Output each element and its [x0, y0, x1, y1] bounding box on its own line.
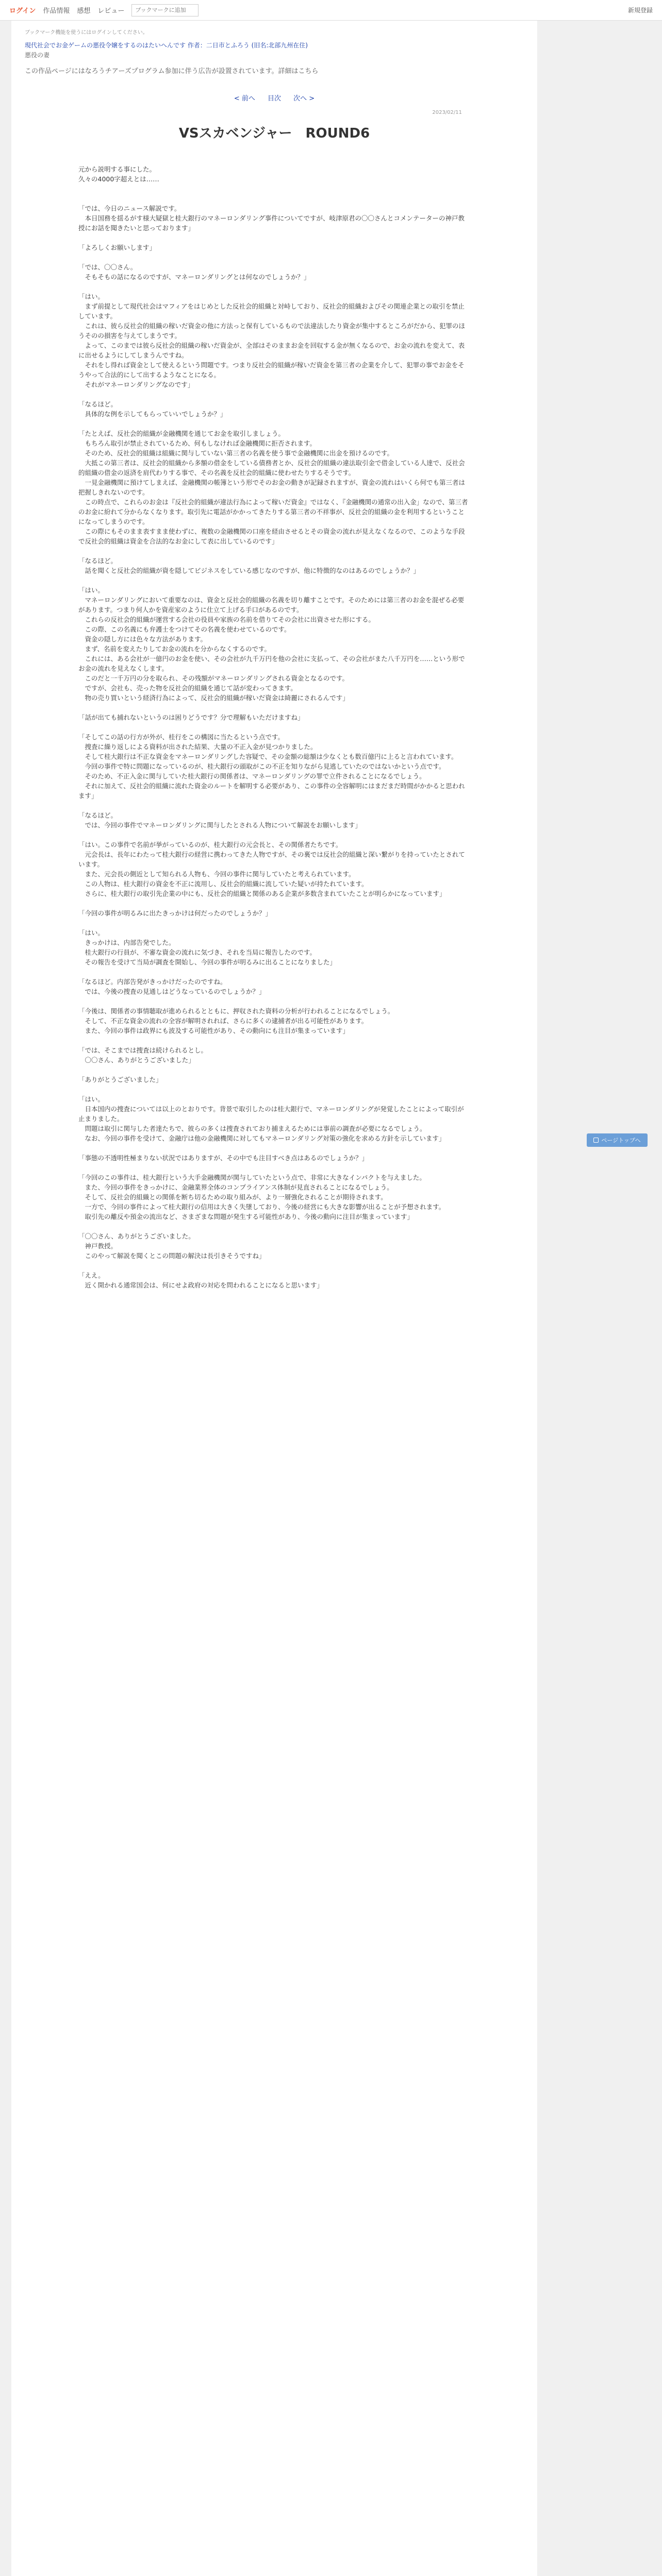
body-paragraph: [78, 830, 470, 840]
body-paragraph: それがマネーロンダリングなのです」: [78, 381, 194, 388]
body-paragraph: 桂大銀行の行員が、不審な資金の流れに気づき、それを当局に報告したのです。: [78, 948, 317, 956]
post-date: 2023/02/11: [432, 110, 462, 115]
body-paragraph: そして桂大銀行は不正な資金をマネーロンダリングした容疑で、その金額の総額は少なくとも数百億円に上ると言われています。: [78, 753, 458, 760]
body-paragraph: 大抵この第三者は、反社会的組織から多額の借金をしている債務者とか、反社会的組織の違法取引金で借金している人達で、反社会的組織の借金の返済を肩代わりする事で、その名義を反社会的組織に使わせたりするそうです。: [78, 459, 465, 477]
body-paragraph: この人物は、桂大銀行の資金を不正に流用し、反社会的組織に流していた疑いが持たれています。: [78, 880, 368, 888]
body-paragraph: 「〇〇さん、ありがとうございました。: [78, 1232, 195, 1240]
body-paragraph: [78, 194, 470, 204]
body-paragraph: 神戸教授。: [78, 1242, 118, 1250]
body-paragraph: 日本国内の捜査については以上のとおりです。背景で取引したのは桂大銀行で、マネーロンダリングが発覚したことによって取引が止まりました。: [78, 1105, 464, 1123]
author-line: 悪役の妻: [25, 52, 50, 59]
body-paragraph: 一見金融機関に預けてしまえば、金融機関の帳簿という形でそのお金の動きが記録されますが、資金の流れはいくら何でも第三者は把握しきれないのです。: [78, 479, 466, 496]
body-paragraph: これらの反社会的組織が運営する会社の役員や家族の名前を借りてその会社に出資させた形にする。: [78, 616, 375, 623]
body-paragraph: そのため、不正入金に関与していた桂大銀行の関係者は、マネーロンダリングの罪で立件されることになるでしょう。: [78, 772, 426, 780]
body-paragraph: また、今回の事件は政界にも波及する可能性があり、その動向にも注目が集まっています」: [78, 1027, 350, 1035]
body-paragraph: [78, 184, 470, 194]
body-paragraph: それに加えて、反社会的組織に流れた資金のルートを解明する必要があり、この事件の全容解明にはまだまだ時間がかかると思われます」: [78, 782, 465, 800]
body-paragraph: そして、反社会的組織との関係を断ち切るための取り組みが、より一層強化されることが期待されます。: [78, 1193, 387, 1201]
body-paragraph: 「事態の不透明性極まりない状況ではありますが、その中でも注目すべき点はあるのでしょうか？」: [78, 1154, 369, 1162]
prev-link[interactable]: < 前へ: [234, 95, 255, 103]
body-paragraph: [78, 389, 470, 399]
body-paragraph: もちろん取引が禁止されているため、何もしなければ金融機関に拒否されます。: [78, 439, 317, 447]
body-paragraph: この際、この名義にも弁護士をつけてその名義を使わせているのです。: [78, 625, 291, 633]
body-paragraph: 「よろしくお願いします」: [78, 244, 156, 251]
nav-review[interactable]: レビュー: [97, 7, 125, 15]
body-paragraph: 「今後は、関係者の事情聴取が進められるとともに、押収された資料の分析が行われることになるでしょう。: [78, 1007, 394, 1015]
body-paragraph: [78, 899, 470, 908]
body-paragraph: [78, 1084, 470, 1094]
body-paragraph: その報告を受けて当局が調査を開始し、今回の事件が明るみに出ることになりました」: [78, 958, 337, 966]
body-paragraph: 「はい。: [78, 1095, 105, 1103]
body-paragraph: [78, 918, 470, 928]
body-paragraph: [78, 996, 470, 1006]
body-paragraph: 「では、今日のニュース解説です。: [78, 205, 181, 212]
new-register-link[interactable]: 新規登録: [627, 7, 653, 14]
body-paragraph: 「はい。この事件で名前が挙がっているのが、桂大銀行の元会長と、その関係者たちです。: [78, 841, 342, 849]
body-paragraph: マネーロンダリングにおいて重要なのは、資金と反社会的組織の名義を切り離すことです。そのためには第三者のお金を混ぜる必要があります。つまり何人かを資産家のように仕立て上げる手口があるのです。: [78, 596, 465, 614]
body-paragraph: [78, 1222, 470, 1231]
body-paragraph: [78, 967, 470, 977]
body-paragraph: 「なるほど。: [78, 811, 118, 819]
body-paragraph: [78, 722, 470, 732]
body-paragraph: この際にもそのまま表すまま使わずに、複数の金融機関の口座を経由させるとその資金の流れが見えなくなるので、このような手段で反社会的組織は資金を合法的なお金にして表に出しているのです」: [78, 528, 465, 545]
body-paragraph: また、今回の事件をきっかけに、金融業界全体のコンプライアンス体制が見直されることになるでしょう。: [78, 1183, 393, 1191]
body-paragraph: 「なるほど。内部告発がきっかけだったのですね。: [78, 978, 227, 986]
body-paragraph: 〇〇さん、ありがとうございました」: [78, 1056, 195, 1064]
body-paragraph: 「はい。: [78, 293, 105, 300]
next-link[interactable]: 次へ >: [293, 95, 315, 103]
body-paragraph: この時点で、これらのお金は『反社会的組織が違法行為によって稼いだ資金』ではなく、『金融機関の通常の出入金」なので、第三者のお金に紛れて分からなくなります。取引先に電話がかかってきたりする第三者の不祥事が、反社会的組織の金を利用するということになってしまうのです。: [78, 498, 468, 526]
body-paragraph: [78, 1163, 470, 1173]
body-paragraph: [78, 1143, 470, 1153]
body-paragraph: [78, 252, 470, 262]
body-paragraph: これは、彼ら反社会的組織の稼いだ資金の他に方法っと保有しているもので法違法したり資金が集中するところがだから、犯罪のほうそのの損害を与えてしまうです。: [78, 322, 466, 340]
arrow-up-icon: [593, 1138, 599, 1143]
body-paragraph: きっかけは、内部告発でした。: [78, 939, 175, 946]
body-paragraph: [78, 801, 470, 810]
body-paragraph: では、今回の事件でマネーロンダリングに関与したとされる人物について解説をお願いします」: [78, 821, 362, 829]
body-paragraph: また、元会長の側近として知られる人物も、今回の事件に関与していたと考えられています。: [78, 870, 355, 878]
body-paragraph: それをし得れば資金として使えるという問題です。つまり反社会的組織が稼いだ資金を第三者の企業を介して、犯罪の事でお金をそうやって合法的にして出するようなことになる。: [78, 361, 465, 379]
body-paragraph: これには、ある会社が一億円のお金を使い、その会社が九千万円を他の会社に支払って、その会社がまた八千万円を……という形でお金の流れを見えなくします。: [78, 655, 465, 672]
chapter-pager: [25, 93, 524, 103]
body-paragraph: [78, 703, 470, 713]
top-bar: [0, 0, 662, 21]
body-paragraph: なお、今回の事件を受けて、金融庁は他の金融機関に対してもマネーロンダリング対策の強化を求める方針を示しています」: [78, 1134, 445, 1142]
body-paragraph: 「今回の事件が明るみに出たきっかけは何だったのでしょうか？」: [78, 909, 272, 917]
login-link[interactable]: ログイン: [9, 7, 36, 15]
novel-body: [78, 164, 470, 1290]
body-paragraph: [78, 1261, 470, 1270]
body-paragraph: 「そしてこの話の行方が外が、桂行をこの構図に当たるという点です。: [78, 733, 285, 741]
body-paragraph: 「ええ。: [78, 1272, 105, 1279]
body-paragraph: さらに、桂大銀行の取引先企業の中にも、反社会的組織と関係のある企業が多数含まれていたことが明らかになっています」: [78, 890, 446, 897]
body-paragraph: 「今回のこの事件は、桂大銀行という大手金融機関が関与していたという点で、非常に大きなインパクトを与えました。: [78, 1174, 426, 1181]
body-paragraph: 「なるほど。: [78, 557, 118, 565]
body-paragraph: では、今後の捜査の見通しはどうなっているのでしょうか？」: [78, 988, 266, 995]
body-paragraph: 「たとえば、反社会的組織が金融機関を通じてお金を取引しましょう。: [78, 430, 285, 437]
body-paragraph: [78, 1036, 470, 1045]
body-paragraph: 「はい。: [78, 929, 105, 937]
body-paragraph: 「では、そこまでは捜査は続けられるとし。: [78, 1046, 208, 1054]
nav-work-info[interactable]: 作品情報: [43, 7, 70, 15]
body-paragraph: ですが、会社も、売った物を反社会的組織を通じて話が変わってきます。: [78, 684, 297, 692]
body-paragraph: 一方で、今回の事件によって桂大銀行の信用は大きく失墜しており、今後の経営にも大きな影響が出ることが予想されます。: [78, 1203, 445, 1211]
ad-info: この作品ページにはなろうチアーズプログラム参加に伴う広告が設置されています。詳細はこちら: [25, 67, 319, 75]
chapter-title: VSスカベンジャー ROUND6: [178, 126, 370, 141]
body-paragraph: [78, 575, 470, 585]
body-paragraph: 捜査に繰り返しによる資料が出された結果、大量の不正入金が見つかりました。: [78, 743, 317, 751]
series-title-link[interactable]: 現代社会でお金ゲームの悪役令嬢をするのはたいへんです 作者：二日市とふろう (旧名:北部九州在住): [25, 42, 308, 49]
body-paragraph: 「なるほど。: [78, 400, 118, 408]
page-top-button[interactable]: [587, 1133, 648, 1147]
body-paragraph: そもそもの話になるのですが、マネーロンダリングとは何なのでしょうか？」: [78, 273, 310, 281]
body-paragraph: 近く開かれる通常国会は、何にせよ政府の対応を問われることになると思います」: [78, 1281, 324, 1289]
body-paragraph: 物の売り買いという経済行為によって、反社会的組織が稼いだ資金は綺麗にされるんです」: [78, 694, 349, 702]
body-paragraph: 元会長は、長年にわたって桂大銀行の経営に携わってきた人物ですが、その裏では反社会的組織と深い繋がりを持っていたとされています。: [78, 851, 465, 868]
body-paragraph: [78, 233, 470, 243]
body-paragraph: 取引先の離反や預金の流出など、さまざまな問題が発生する可能性があり、今後の動向に注目が集まっています」: [78, 1213, 414, 1221]
body-paragraph: よって、このまでは彼ら反社会的組織の稼いだ資金が、全部はそのままお金を回収する金が無くなるので、お金の流れを変えて、表に出せるようにしてしまうんですね。: [78, 342, 465, 359]
body-paragraph: 「話が出ても捕れないというのは困りどうです？分で理解もいただけますね」: [78, 714, 304, 721]
body-paragraph: このやって解説を聞くとこの問題の解決は長引きそうですね」: [78, 1252, 266, 1260]
body-paragraph: 今回の事件で特に問題になっているのが、桂大銀行の頭取がこの不正を知りながら見逃していたのではないかという点です。: [78, 762, 445, 770]
body-paragraph: [78, 1065, 470, 1075]
body-paragraph: そして、不正な資金の流れの全容が解明されれば、さらに多くの逮捕者が出る可能性があります。: [78, 1017, 368, 1025]
bookmark-input[interactable]: [131, 4, 198, 16]
body-paragraph: 本日国務を揺るがす様大疑獄と桂大銀行のマネーロンダリング事件についてですが、岐津原君の〇〇さんとコメンテーターの神戸教授にお話を聞きたいと思っております」: [78, 214, 465, 232]
page-top-label: ページトップへ: [601, 1137, 641, 1144]
body-paragraph: このだと一千万円の分を取られ、その残額がマネーロンダリングされる資金となるのです。: [78, 674, 349, 682]
body-paragraph: 問題は取引に関与した者達たちで、彼らの多くは捜査されており捕まえるためには事前の調査が必要になるでしょう。: [78, 1125, 426, 1132]
body-paragraph: 具体的な例を示してもらっていいでしょうか？」: [78, 410, 227, 418]
body-paragraph: 久々の4000字超えとは……: [78, 175, 159, 183]
nav-reviews[interactable]: 感想: [77, 7, 91, 15]
body-paragraph: まず前提として現代社会はマフィアをはじめとした反社会的組織と対峙しており、反社会的組織およびその関連企業との取引を禁止しています。: [78, 302, 465, 320]
body-paragraph: [78, 282, 470, 292]
body-paragraph: 「ありがとうございました」: [78, 1076, 162, 1083]
body-paragraph: 話を聞くと反社会的組織が資を隠してビジネスをしている感じなのですが、他に特徴的なのはあるのでしょうか？」: [78, 567, 420, 574]
body-paragraph: そのため、反社会的組織は組織に関与していない第三者の名義を使う事で金融機関に出金を預けるのです。: [78, 449, 394, 457]
bookmark-notice: ブックマーク機能を使うにはログインしてください。: [25, 30, 148, 36]
body-paragraph: 「では、〇〇さん。: [78, 263, 137, 271]
novel-page: [11, 21, 537, 2576]
body-paragraph: 元から説明する事にした。: [78, 165, 156, 173]
toc-link[interactable]: 目次: [267, 95, 281, 103]
body-paragraph: まず、名前を変えたりしてお金の流れを分からなくするのです。: [78, 645, 271, 653]
body-paragraph: 「はい。: [78, 586, 105, 594]
body-paragraph: 資金の隠し方には色々な方法があります。: [78, 635, 207, 643]
body-paragraph: [78, 419, 470, 429]
body-paragraph: [78, 546, 470, 556]
